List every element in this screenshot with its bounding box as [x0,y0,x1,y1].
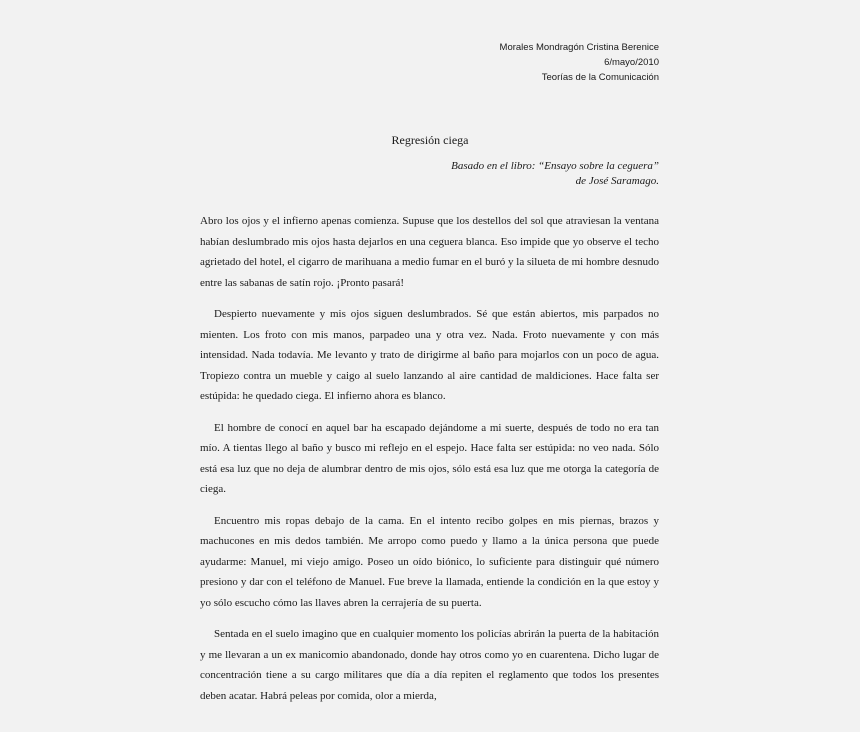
document-header [500,40,659,85]
author-name: Morales Mondragón Cristina Berenice [499,42,659,53]
document-body [200,211,659,717]
document-title: Regresión ciega [391,133,469,147]
paragraph-5: Sentada en el suelo imagino que en cualquier momento los policías abrirán la puerta de la habitación y me llevaran a un ex manicomio abandonado, donde hay otros como yo en cuarentena. Dicho lugar de concentración tiene a su cargo militares que día a día repiten el reglamento que todos los presentes deben acatar. Habrá peleas por comida, olor a mierda, [200,628,659,702]
document-subtitle [451,159,659,189]
subtitle-line-2: de José Saramago. [575,175,659,187]
subtitle-line-1: Basado en el libro: “Ensayo sobre la ceguera” [451,160,659,172]
document-date: 6/mayo/2010 [604,57,659,68]
paragraph-3: El hombre de conocí en aquel bar ha escapado dejándome a mi suerte, después de todo no era tan mío. A tientas llego al baño y busco mi reflejo en el espejo. Hace falta ser estúpida: no veo nada. Sólo está esa luz que no deja de alumbrar dentro de mis ojos, sólo está esa luz que me otorga la categoría de ciega. [200,421,659,495]
course-name: Teorías de la Comunicación [541,72,659,83]
paragraph-1: Abro los ojos y el infierno apenas comienza. Supuse que los destellos del sol que atraviesan la ventana habían deslumbrado mis ojos hasta dejarlos en una ceguera blanca. Eso impide que yo observe el techo agrietado del hotel, el cigarro de marihuana a medio fumar en el buró y la silueta de mi hombre desnudo entre las sabanas de satín rojo. ¡Pronto pasará! [200,215,659,289]
paragraph-4: Encuentro mis ropas debajo de la cama. En el intento recibo golpes en mis piernas, brazos y machucones en mis dedos también. Me arropo como puedo y llamo a la única persona que puede ayudarme: Manuel, mi viejo amigo. Poseo un oído biónico, lo suficiente para distinguir qué número presiono y dar con el teléfono de Manuel. Fue breve la llamada, entiende la condición en la que estoy y yo sólo escucho cómo las llaves abren la cerrajería de su puerta. [200,514,659,609]
paragraph-2: Despierto nuevamente y mis ojos siguen deslumbrados. Sé que están abiertos, mis parpados no mienten. Los froto con mis manos, parpadeo una y otra vez. Nada. Froto nuevamente y con más intensidad. Nada todavía. Me levanto y trato de dirigirme al baño para mojarlos con un poco de agua. Tropiezo contra un mueble y caigo al suelo lanzando al aire cantidad de maldiciones. Hace falta ser estúpida: he quedado ciega. El infierno ahora es blanco. [200,308,659,402]
